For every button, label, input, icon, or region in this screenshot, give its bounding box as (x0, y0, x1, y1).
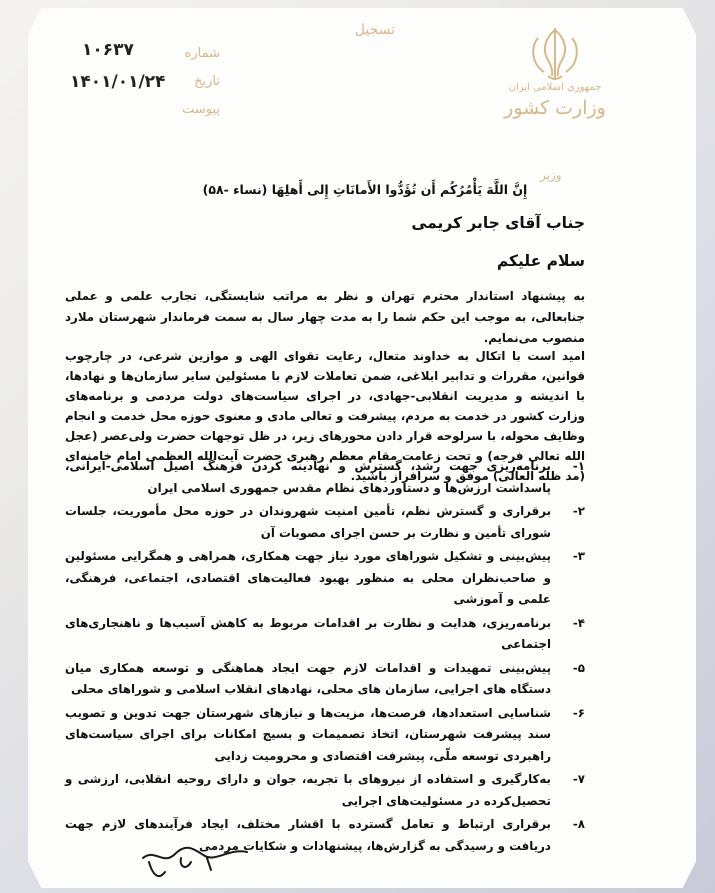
item-number: ۲- (572, 504, 585, 518)
list-item (65, 769, 585, 812)
ministry-name: وزارت کشور (504, 97, 606, 119)
list-item (65, 501, 585, 544)
item-text: پیش‌بینی تمهیدات و اقدامات لازم جهت ایجاد هماهنگی و توسعه همکاری میان دستگاه های اجرایی، سازمان های محلی، نهادهای انقلاب اسلامی و شوراهای محلی (65, 660, 551, 696)
appointment-paragraph: به پیشنهاد استاندار محترم تهران و نظر به مراتب شایستگی، تجارب علمی و عملی جنابعالی، به موجب این حکم شما را به مدت چهار سال به سمت فرماندار شهرستان ملارد منصوب می‌نمایم. (65, 289, 585, 345)
minister-mark: وزیر (540, 168, 562, 182)
header-field-labels (150, 40, 220, 124)
duties-list (65, 456, 585, 859)
list-item (65, 658, 585, 701)
item-number: ۵- (572, 660, 585, 675)
item-text: شناسایی استعدادها، فرصت‌ها، مزیت‌ها و نیازهای شهرستان جهت تدوین و تصویب سند پیشرفت شهرستان، اتخاذ تصمیمات و بسیج امکانات برای اجرای سیاست‌های راهبردی توسعه ملّی، پیشرفت اقتصادی و محرومیت زدایی (65, 705, 551, 763)
item-number: ۳- (572, 549, 585, 563)
item-text: برقراری ارتباط و تعامل گسترده با اقشار مختلف، ایجاد فرآیندهای لازم جهت دریافت و رسیدگی به گزارش‌ها، پیشنهادات و شکایات مردمی (65, 817, 551, 853)
number-label: شماره (184, 46, 220, 61)
date-label: تاریخ (194, 74, 220, 89)
greeting: سلام علیکم (496, 252, 585, 270)
list-item (65, 613, 585, 656)
minister-signature-icon (135, 836, 255, 886)
item-text: برقراری و گسترش نظم، تأمین امنیت شهروندان در حوزه محل مأموریت، جلسات شورای تأمین و نظارت بر حسن اجرای مصوبات آن (65, 504, 551, 540)
list-item (65, 456, 585, 499)
item-text: برنامه‌ریزی جهت رشد، گسترش و نهادینه کردن فرهنگ اصیل اسلامی-ایرانی، پاسداشت ارزش‌ها و دستاوردهای نظام مقدس جمهوری اسلامی ایران (65, 459, 551, 495)
letter-number: ۱۰۶۳۷ (82, 40, 134, 60)
addressee: جناب آقای جابر کریمی (411, 214, 585, 232)
registration-mark: تسجیل (354, 22, 395, 38)
item-number: ۱- (572, 459, 585, 473)
item-text: پیش‌بینی و تشکیل شوراهای مورد نیاز جهت همکاری، همراهی و همگرایی مسئولین و صاحب‌نظران محلی به منظور بهبود فعالیت‌های اقتصادی، اجتماعی، فرهنگی، علمی و آموزشی (65, 549, 551, 606)
item-text: به‌کارگیری و استفاده از نیروهای با تجربه، جوان و دارای روحیه انقلابی، ارزشی و تحصیل‌کرده در مسئولیت‌های اجرایی (65, 772, 551, 808)
letter-date: ۱۴۰۱/۰۱/۲۴ (70, 72, 166, 92)
ministry-heading (500, 82, 610, 119)
list-item (65, 703, 585, 768)
list-item (65, 546, 585, 611)
item-text: برنامه‌ریزی، هدایت و نظارت بر اقدامات مربوط به کاهش آسیب‌ها و ناهنجاری‌های اجتماعی (65, 615, 551, 651)
item-number: ۸- (572, 817, 585, 831)
item-number: ۴- (572, 615, 585, 630)
attachment-label: پیوست (182, 102, 220, 117)
iran-emblem-icon (520, 24, 590, 84)
item-number: ۷- (572, 772, 585, 786)
item-number: ۶- (572, 705, 585, 720)
guidance-paragraph: امید است با اتکال به خداوند متعال، رعایت تقوای الهی و موازین شرعی، در چارچوب قوانین، مقررات و تدابیر ابلاغی، ضمن تعاملات لازم با مسئولین سایر سازمان‌ها و نهادها، با اندیشه و مدیریت انقلابی-جهادی، در اجرای سیاست‌های دولت مردمی و برنامه‌های وزارت کشور در خدمت به مردم، پیشرفت و تعالی مادی و معنوی حوزه محل خدمت و انجام وظایف محوله، با سرلوحه قرار دادن محورهای زیر، در ظل توجهات حضرت ولی‌عصر (عجل الله تعالی فرجه) و تحت زعامت مقام معظم رهبری حضرت آیت‌الله العظمی امام خامنه‌ای (مد ظله العالی) موفق و سرافراز باشید. (65, 349, 585, 483)
ministry-country: جمهوری اسلامی ایران (508, 82, 602, 93)
quran-verse: إِنَّ اللَّهَ يَأْمُرُكُم أَن تُؤَدُّوا الأَمانَاتِ إِلى أَهلِهَا (نساء -۵۸) (202, 182, 528, 197)
